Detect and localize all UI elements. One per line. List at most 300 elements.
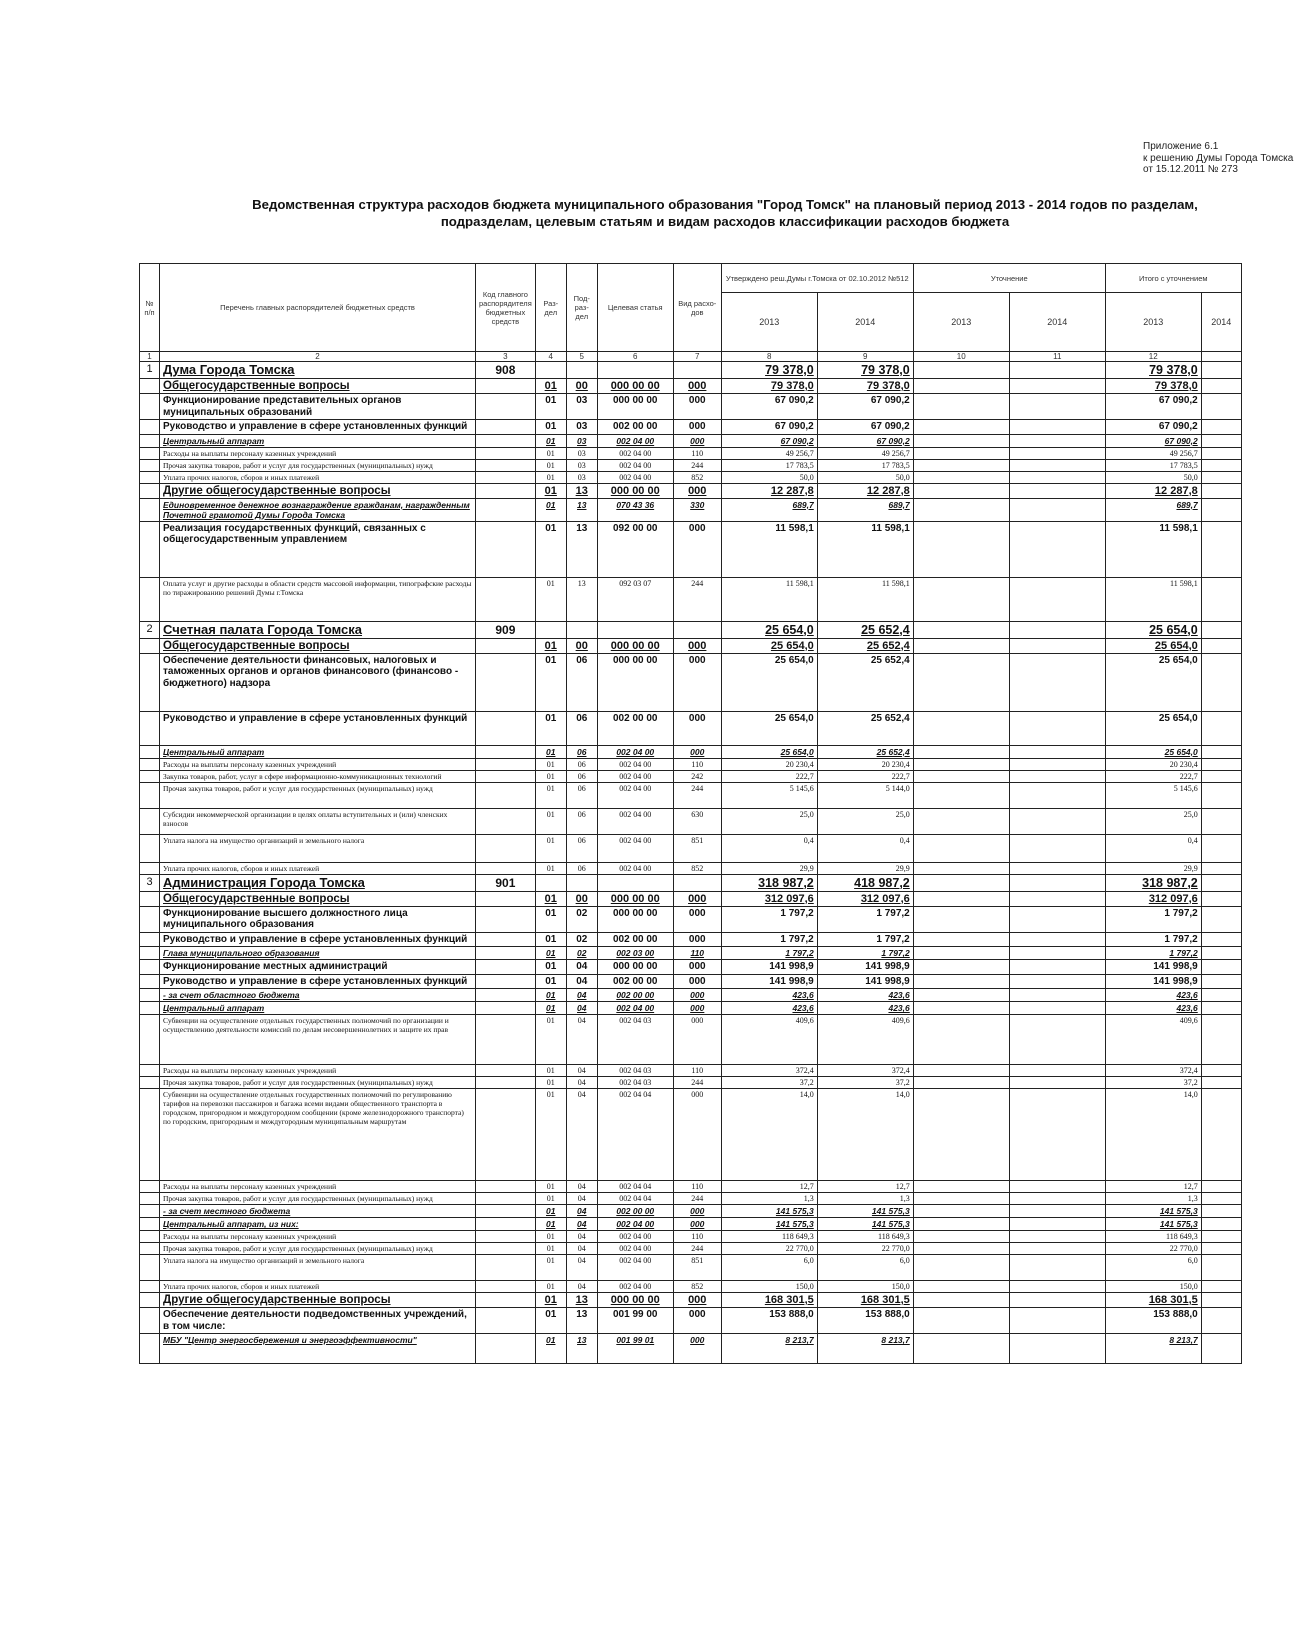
table-row [140, 862, 1242, 874]
row-article: 002 04 03 [597, 1015, 673, 1065]
row-total-2013: 67 090,2 [1105, 420, 1201, 435]
table-row [140, 420, 1242, 435]
row-admin-code [476, 638, 536, 653]
row-name: Другие общегосударственные вопросы [160, 1293, 476, 1308]
row-admin-code [476, 862, 536, 874]
row-subsection: 06 [566, 782, 597, 808]
row-section: 01 [535, 770, 566, 782]
row-admin-code: 901 [476, 874, 536, 891]
row-subsection: 06 [566, 653, 597, 711]
row-total-2014 [1201, 1243, 1241, 1255]
row-article: 002 04 03 [597, 1077, 673, 1089]
row-change-2014 [1009, 498, 1105, 521]
row-subsection: 00 [566, 891, 597, 906]
row-approved-2014: 423,6 [817, 989, 913, 1002]
row-kind: 330 [673, 498, 721, 521]
row-article: 000 00 00 [597, 653, 673, 711]
row-number [140, 521, 160, 577]
row-total-2014 [1201, 362, 1241, 379]
row-article [597, 874, 673, 891]
row-admin-code [476, 471, 536, 483]
row-change-2014 [1009, 874, 1105, 891]
row-admin-code [476, 420, 536, 435]
row-approved-2013: 37,2 [721, 1077, 817, 1089]
row-change-2014 [1009, 1089, 1105, 1181]
row-approved-2013: 372,4 [721, 1065, 817, 1077]
row-change-2013 [913, 1181, 1009, 1193]
row-change-2013 [913, 1218, 1009, 1231]
row-approved-2013: 25 654,0 [721, 621, 817, 638]
row-approved-2014: 14,0 [817, 1089, 913, 1181]
row-change-2013 [913, 1002, 1009, 1015]
table-row [140, 483, 1242, 498]
row-approved-2014: 12,7 [817, 1181, 913, 1193]
col-index: 7 [673, 352, 721, 362]
row-change-2014 [1009, 483, 1105, 498]
row-kind: 000 [673, 1015, 721, 1065]
row-change-2014 [1009, 770, 1105, 782]
table-row [140, 1015, 1242, 1065]
row-article: 002 04 00 [597, 434, 673, 447]
row-approved-2013: 79 378,0 [721, 379, 817, 394]
row-kind: 110 [673, 447, 721, 459]
row-admin-code [476, 447, 536, 459]
row-total-2014 [1201, 1065, 1241, 1077]
row-article: 002 00 00 [597, 989, 673, 1002]
row-number [140, 653, 160, 711]
row-number [140, 577, 160, 621]
row-section: 01 [535, 1205, 566, 1218]
table-row [140, 1193, 1242, 1205]
row-section: 01 [535, 711, 566, 745]
row-name: Расходы на выплаты персоналу казенных учреждений [160, 447, 476, 459]
row-approved-2013: 423,6 [721, 1002, 817, 1015]
row-change-2013 [913, 653, 1009, 711]
row-total-2013: 11 598,1 [1105, 521, 1201, 577]
table-row [140, 947, 1242, 960]
row-kind [673, 874, 721, 891]
row-kind: 242 [673, 770, 721, 782]
row-total-2014 [1201, 1193, 1241, 1205]
table-row [140, 653, 1242, 711]
title-line-1: Ведомственная структура расходов бюджета муниципального образования "Город Томск" на плановый период 2013 - 2014 годов по разделам, [252, 197, 1198, 212]
row-change-2013 [913, 1065, 1009, 1077]
row-name: Функционирование представительных органов муниципальных образований [160, 394, 476, 420]
table-row [140, 1089, 1242, 1181]
row-kind: 244 [673, 782, 721, 808]
row-approved-2013: 141 575,3 [721, 1218, 817, 1231]
row-subsection: 00 [566, 638, 597, 653]
row-name: МБУ "Центр энергосбережения и энергоэффективности" [160, 1334, 476, 1364]
row-total-2013: 141 998,9 [1105, 974, 1201, 989]
row-kind: 000 [673, 711, 721, 745]
row-number: 1 [140, 362, 160, 379]
row-total-2013: 25 654,0 [1105, 711, 1201, 745]
table-row [140, 1243, 1242, 1255]
col-index: 9 [817, 352, 913, 362]
row-number [140, 711, 160, 745]
table-row [140, 447, 1242, 459]
table-row [140, 1205, 1242, 1218]
col-index: 4 [535, 352, 566, 362]
header-changes: Уточнение [913, 264, 1105, 293]
row-total-2013: 141 575,3 [1105, 1205, 1201, 1218]
row-number [140, 1231, 160, 1243]
row-subsection: 13 [566, 483, 597, 498]
row-name: Функционирование высшего должностного лица муниципального образования [160, 906, 476, 932]
row-change-2013 [913, 1231, 1009, 1243]
row-section: 01 [535, 379, 566, 394]
row-change-2013 [913, 521, 1009, 577]
row-change-2014 [1009, 638, 1105, 653]
row-total-2014 [1201, 834, 1241, 862]
row-admin-code [476, 1089, 536, 1181]
row-total-2014 [1201, 1015, 1241, 1065]
row-total-2013: 1 797,2 [1105, 947, 1201, 960]
row-approved-2013: 11 598,1 [721, 577, 817, 621]
appendix-line-3: от 15.12.2011 № 273 [1143, 164, 1238, 175]
row-section: 01 [535, 420, 566, 435]
row-section: 01 [535, 891, 566, 906]
row-change-2014 [1009, 906, 1105, 932]
row-approved-2013: 67 090,2 [721, 420, 817, 435]
header-changes-2013: 2013 [913, 293, 1009, 352]
row-admin-code [476, 974, 536, 989]
row-name: Прочая закупка товаров, работ и услуг для государственных (муниципальных) нужд [160, 1243, 476, 1255]
row-approved-2014: 25 652,4 [817, 638, 913, 653]
row-name: Субвенции на осуществление отдельных государственных полномочий по организации и осуществлению деятельности комиссий по делам несовершеннолетних и защите их прав [160, 1015, 476, 1065]
row-approved-2013: 14,0 [721, 1089, 817, 1181]
appendix-line-2: к решению Думы Города Томска [1143, 152, 1294, 164]
row-subsection: 02 [566, 906, 597, 932]
row-total-2013: 37,2 [1105, 1077, 1201, 1089]
row-change-2014 [1009, 758, 1105, 770]
row-subsection: 06 [566, 711, 597, 745]
row-article: 000 00 00 [597, 638, 673, 653]
row-total-2014 [1201, 420, 1241, 435]
row-number [140, 808, 160, 834]
row-approved-2014: 29,9 [817, 862, 913, 874]
row-number [140, 1065, 160, 1077]
row-change-2014 [1009, 394, 1105, 420]
row-total-2013: 79 378,0 [1105, 362, 1201, 379]
row-admin-code [476, 1015, 536, 1065]
row-subsection: 02 [566, 932, 597, 947]
row-total-2013: 67 090,2 [1105, 394, 1201, 420]
row-approved-2014: 8 213,7 [817, 1334, 913, 1364]
row-admin-code [476, 947, 536, 960]
row-admin-code [476, 1181, 536, 1193]
row-change-2013 [913, 638, 1009, 653]
row-change-2013 [913, 362, 1009, 379]
row-admin-code [476, 834, 536, 862]
row-approved-2014: 141 998,9 [817, 960, 913, 975]
table-row [140, 745, 1242, 758]
table-row [140, 1181, 1242, 1193]
row-kind: 000 [673, 653, 721, 711]
row-change-2014 [1009, 745, 1105, 758]
row-total-2013: 25 654,0 [1105, 745, 1201, 758]
table-row [140, 1334, 1242, 1364]
row-approved-2013: 409,6 [721, 1015, 817, 1065]
row-name: Общегосударственные вопросы [160, 891, 476, 906]
row-change-2013 [913, 394, 1009, 420]
header-total: Итого с уточнением [1105, 264, 1241, 293]
row-total-2013: 153 888,0 [1105, 1308, 1201, 1334]
row-section: 01 [535, 1002, 566, 1015]
row-name: Реализация государственных функций, связанных с общегосударственным управлением [160, 521, 476, 577]
row-approved-2013: 79 378,0 [721, 362, 817, 379]
row-number [140, 947, 160, 960]
row-kind: 852 [673, 471, 721, 483]
row-kind: 000 [673, 891, 721, 906]
row-change-2014 [1009, 459, 1105, 471]
table-header [140, 264, 1242, 362]
row-kind: 000 [673, 1205, 721, 1218]
row-total-2013: 118 649,3 [1105, 1231, 1201, 1243]
row-total-2014 [1201, 782, 1241, 808]
header-approved: Утверждено реш.Думы г.Томска от 02.10.2012 №512 [721, 264, 913, 293]
row-approved-2014: 118 649,3 [817, 1231, 913, 1243]
row-number [140, 1293, 160, 1308]
row-section: 01 [535, 1218, 566, 1231]
row-kind: 000 [673, 1002, 721, 1015]
table-row [140, 758, 1242, 770]
col-index: 6 [597, 352, 673, 362]
row-change-2013 [913, 711, 1009, 745]
row-kind: 852 [673, 862, 721, 874]
row-total-2014 [1201, 891, 1241, 906]
row-subsection: 04 [566, 1231, 597, 1243]
row-admin-code [476, 745, 536, 758]
row-approved-2013: 12 287,8 [721, 483, 817, 498]
row-section: 01 [535, 483, 566, 498]
header-code: Код главного распорядителя бюджетных средств [476, 264, 536, 352]
row-section: 01 [535, 1065, 566, 1077]
row-total-2013: 22 770,0 [1105, 1243, 1201, 1255]
row-name: Уплата налога на имущество организаций и земельного налога [160, 1255, 476, 1281]
table-row [140, 577, 1242, 621]
row-total-2014 [1201, 1181, 1241, 1193]
row-article: 000 00 00 [597, 394, 673, 420]
row-total-2014 [1201, 960, 1241, 975]
row-kind: 000 [673, 521, 721, 577]
row-total-2013: 1 797,2 [1105, 906, 1201, 932]
row-kind: 000 [673, 379, 721, 394]
table-row [140, 974, 1242, 989]
row-approved-2013: 25 654,0 [721, 638, 817, 653]
row-change-2013 [913, 1077, 1009, 1089]
row-approved-2014: 168 301,5 [817, 1293, 913, 1308]
row-subsection: 03 [566, 420, 597, 435]
row-approved-2013: 150,0 [721, 1281, 817, 1293]
row-number: 2 [140, 621, 160, 638]
row-total-2013: 141 575,3 [1105, 1218, 1201, 1231]
row-number [140, 447, 160, 459]
row-change-2013 [913, 1281, 1009, 1293]
row-admin-code [476, 521, 536, 577]
row-total-2013: 25 654,0 [1105, 653, 1201, 711]
row-section: 01 [535, 471, 566, 483]
row-change-2014 [1009, 834, 1105, 862]
row-approved-2013: 318 987,2 [721, 874, 817, 891]
row-change-2014 [1009, 1218, 1105, 1231]
row-approved-2014: 25 652,4 [817, 711, 913, 745]
row-subsection: 13 [566, 1293, 597, 1308]
row-admin-code [476, 1218, 536, 1231]
row-kind [673, 621, 721, 638]
row-subsection: 04 [566, 1243, 597, 1255]
row-section: 01 [535, 1181, 566, 1193]
row-approved-2014: 222,7 [817, 770, 913, 782]
row-number [140, 745, 160, 758]
row-total-2013: 20 230,4 [1105, 758, 1201, 770]
row-section: 01 [535, 947, 566, 960]
row-section: 01 [535, 932, 566, 947]
row-total-2014 [1201, 745, 1241, 758]
row-kind: 110 [673, 947, 721, 960]
row-total-2014 [1201, 1334, 1241, 1364]
row-change-2013 [913, 459, 1009, 471]
row-kind: 000 [673, 394, 721, 420]
table-row [140, 394, 1242, 420]
row-admin-code [476, 653, 536, 711]
row-admin-code [476, 1205, 536, 1218]
row-subsection: 04 [566, 1281, 597, 1293]
row-approved-2014: 50,0 [817, 471, 913, 483]
row-subsection: 04 [566, 1205, 597, 1218]
row-kind: 000 [673, 960, 721, 975]
row-approved-2014: 37,2 [817, 1077, 913, 1089]
appendix-line-1: Приложение 6.1 [1143, 141, 1219, 152]
row-article: 002 04 00 [597, 862, 673, 874]
row-admin-code [476, 483, 536, 498]
row-admin-code [476, 394, 536, 420]
row-approved-2014: 0,4 [817, 834, 913, 862]
row-approved-2014: 12 287,8 [817, 483, 913, 498]
row-subsection [566, 874, 597, 891]
row-approved-2014: 25,0 [817, 808, 913, 834]
row-total-2014 [1201, 1308, 1241, 1334]
row-total-2014 [1201, 379, 1241, 394]
table-body [140, 362, 1242, 1364]
row-admin-code [476, 434, 536, 447]
row-total-2014 [1201, 1255, 1241, 1281]
row-number [140, 1243, 160, 1255]
row-kind: 244 [673, 459, 721, 471]
row-change-2013 [913, 447, 1009, 459]
row-approved-2014: 11 598,1 [817, 521, 913, 577]
header-section: Раз-дел [535, 264, 566, 352]
table-row [140, 362, 1242, 379]
row-approved-2014: 150,0 [817, 1281, 913, 1293]
row-approved-2014: 67 090,2 [817, 394, 913, 420]
col-index: 2 [160, 352, 476, 362]
row-section [535, 621, 566, 638]
row-number [140, 782, 160, 808]
row-subsection: 06 [566, 745, 597, 758]
row-total-2013: 423,6 [1105, 989, 1201, 1002]
row-kind: 852 [673, 1281, 721, 1293]
col-index: 10 [913, 352, 1009, 362]
header-total-2014: 2014 [1201, 293, 1241, 352]
row-number [140, 1077, 160, 1089]
row-change-2014 [1009, 711, 1105, 745]
table-row [140, 434, 1242, 447]
row-section: 01 [535, 1243, 566, 1255]
table-row [140, 1281, 1242, 1293]
row-kind: 244 [673, 1077, 721, 1089]
row-total-2014 [1201, 621, 1241, 638]
row-admin-code [476, 1002, 536, 1015]
row-kind: 000 [673, 1293, 721, 1308]
row-approved-2014: 409,6 [817, 1015, 913, 1065]
row-approved-2013: 29,9 [721, 862, 817, 874]
row-change-2014 [1009, 808, 1105, 834]
row-total-2014 [1201, 711, 1241, 745]
row-total-2013: 372,4 [1105, 1065, 1201, 1077]
row-kind: 000 [673, 989, 721, 1002]
row-total-2014 [1201, 947, 1241, 960]
row-change-2013 [913, 1293, 1009, 1308]
row-approved-2013: 0,4 [721, 834, 817, 862]
row-number [140, 434, 160, 447]
row-change-2013 [913, 1205, 1009, 1218]
row-approved-2013: 50,0 [721, 471, 817, 483]
table-row [140, 782, 1242, 808]
row-section: 01 [535, 862, 566, 874]
row-approved-2013: 423,6 [721, 989, 817, 1002]
header-changes-2014: 2014 [1009, 293, 1105, 352]
row-approved-2014: 25 652,4 [817, 653, 913, 711]
row-change-2014 [1009, 1002, 1105, 1015]
row-change-2014 [1009, 1181, 1105, 1193]
row-total-2013: 14,0 [1105, 1089, 1201, 1181]
row-kind: 000 [673, 1218, 721, 1231]
table-row [140, 498, 1242, 521]
row-change-2014 [1009, 420, 1105, 435]
col-index [1201, 352, 1241, 362]
row-change-2014 [1009, 932, 1105, 947]
row-kind: 110 [673, 1181, 721, 1193]
row-approved-2013: 141 575,3 [721, 1205, 817, 1218]
row-name: Закупка товаров, работ, услуг в сфере информационно-коммуникационных технологий [160, 770, 476, 782]
row-subsection [566, 362, 597, 379]
row-subsection: 03 [566, 471, 597, 483]
row-approved-2013: 1 797,2 [721, 906, 817, 932]
row-approved-2014: 17 783,5 [817, 459, 913, 471]
row-article: 000 00 00 [597, 483, 673, 498]
row-subsection: 00 [566, 379, 597, 394]
row-section: 01 [535, 638, 566, 653]
row-total-2013: 50,0 [1105, 471, 1201, 483]
row-article: 002 04 00 [597, 1255, 673, 1281]
row-section: 01 [535, 1077, 566, 1089]
row-number [140, 1334, 160, 1364]
row-subsection: 02 [566, 947, 597, 960]
row-article: 002 04 00 [597, 1231, 673, 1243]
row-change-2014 [1009, 862, 1105, 874]
row-approved-2013: 1 797,2 [721, 947, 817, 960]
table-row [140, 1293, 1242, 1308]
row-approved-2014: 141 575,3 [817, 1205, 913, 1218]
row-section: 01 [535, 394, 566, 420]
row-change-2013 [913, 1334, 1009, 1364]
header-approved-2013: 2013 [721, 293, 817, 352]
row-change-2014 [1009, 974, 1105, 989]
row-total-2013: 25,0 [1105, 808, 1201, 834]
row-total-2014 [1201, 577, 1241, 621]
